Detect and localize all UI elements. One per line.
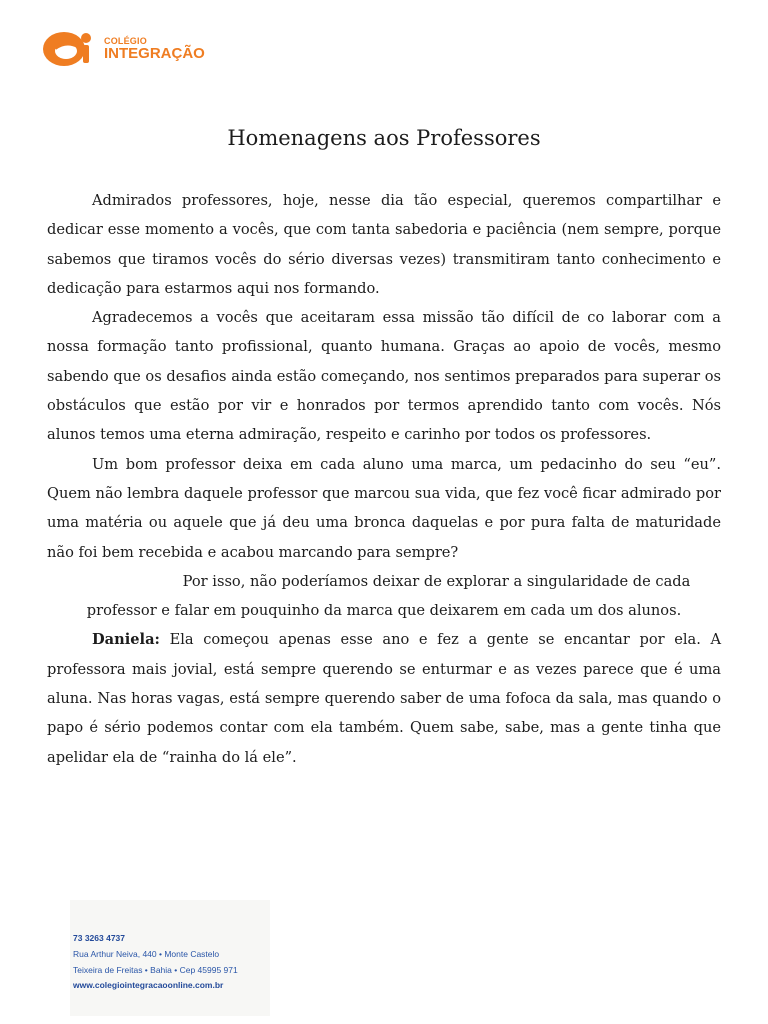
paragraph-transition: Por isso, não poderíamos deixar de explorar a singularidade de cada professor e falar em pouquinho da marca que deixarem em cada um dos alunos. [86,572,691,620]
contact-footer [70,900,270,1016]
teacher-description: Ela começou apenas esse ano e fez a gente se encantar por ela. A professora mais jovial, está sempre querendo se enturmar e as vezes parece que é uma aluna. Nas horas vagas, está sempre querendo saber de uma fofoca da sala, mas quando o papo é sério podemos contar com ela também. Quem sabe, sabe, mas a gente tinha que apelidar ela de “rainha do lá ele”. [47,631,721,766]
paragraph-intro: Admirados professores, hoje, nesse dia tão especial, queremos compartilhar e dedicar esse momento a vocês, que com tanta sabedoria e paciência (nem sempre, porque sabemos que tiramos vocês do sério diversas vezes) transmitiram tanto conhecimento e dedicação para estarmos aqui nos formando. [47,192,721,297]
paragraph-good-teacher: Um bom professor deixa em cada aluno uma marca, um pedacinho do seu “eu”. Quem não lembra daquele professor que marcou sua vida, que fez você ficar admirado por uma matéria ou aquele que já deu uma bronca daquelas e por pura falta de maturidade não foi bem recebida e acabou marcando para sempre? [47,455,721,561]
logo-text-main: INTEGRAÇÃO [104,45,205,62]
footer-city: Teixeira de Freitas • Bahia • Cep 45995 971 [73,965,238,975]
paragraph-gratitude: Agradecemos a vocês que aceitaram essa missão tão difícil de co laborar com a nossa formação tanto profissional, quanto humana. Graças ao apoio de vocês, mesmo sabendo que os desafios ainda estão começando, nos sentimos preparados para superar os obstáculos que estão por vir e honrados por termos aprendido tanto com vocês. Nós alunos temos uma eterna admiração, respeito e carinho por todos os professores. [47,309,721,444]
footer-website: www.colegiointegracaoonline.com.br [73,980,224,990]
footer-phone: 73 3263 4737 [73,933,125,943]
teacher-name: Daniela: [92,631,160,649]
paragraph-daniela [47,625,721,771]
page-title: Homenagens aos Professores [227,126,541,150]
logo-text-small: COLÉGIO [104,36,147,46]
document-body [47,186,721,772]
logo-mark-icon [42,28,100,68]
footer-address: Rua Arthur Neiva, 440 • Monte Castelo [73,949,220,959]
